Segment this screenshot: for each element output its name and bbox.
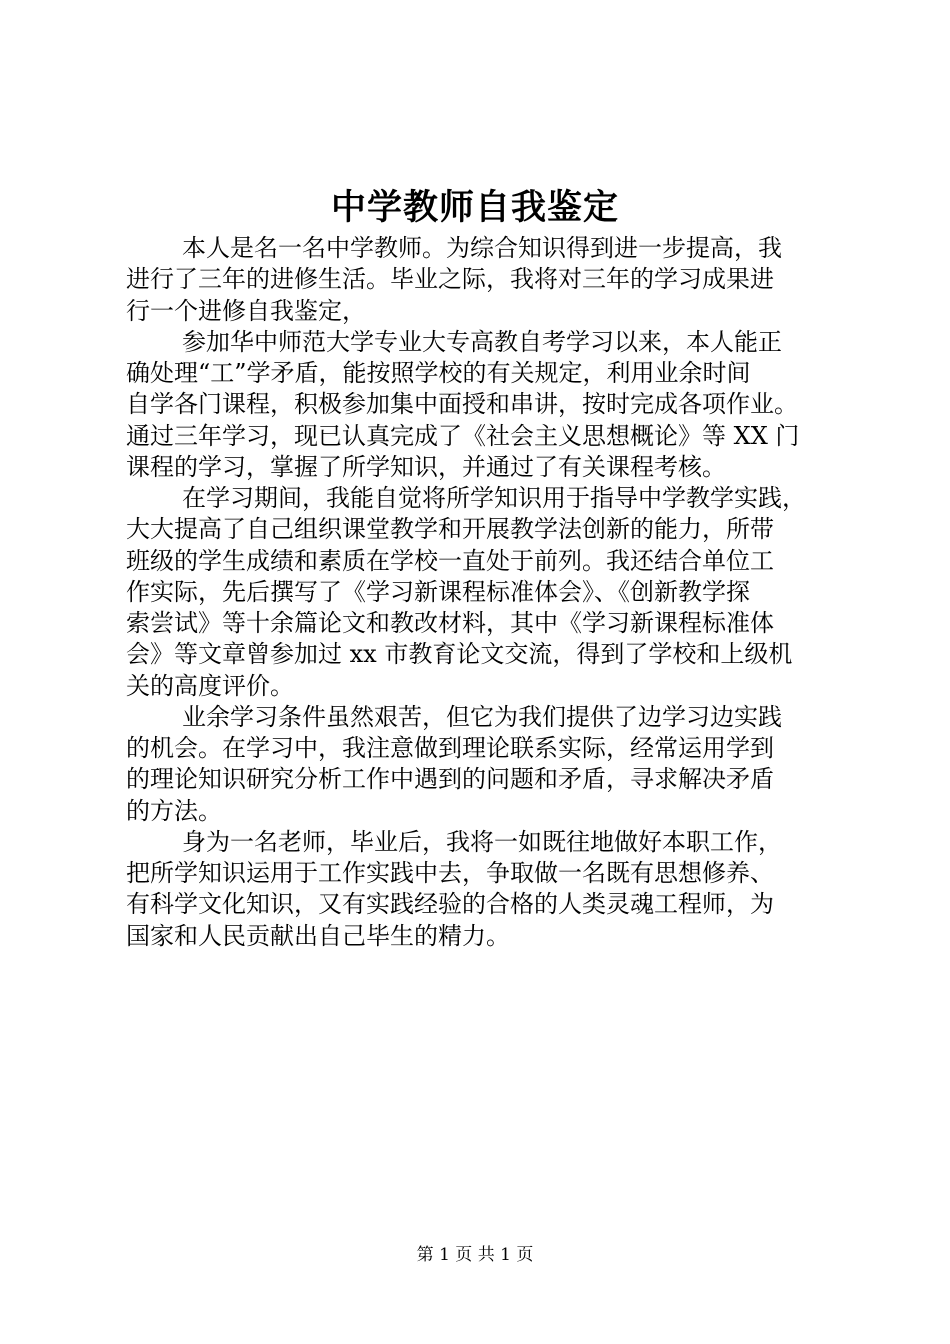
document-body	[126, 233, 838, 952]
paragraph-5-line-1: 身为一名老师，毕业后，我将一如既往地做好本职工作，	[182, 827, 782, 856]
paragraph-3-line-2: 大大提高了自己组织课堂教学和开展教学法创新的能力，所带	[126, 515, 774, 544]
paragraph-3-line-7: 关的高度评价。	[126, 671, 294, 700]
paragraph-1-line-3: 行一个进修自我鉴定，	[126, 296, 366, 325]
paragraph-1-line-2: 进行了三年的进修生活。毕业之际，我将对三年的学习成果进	[126, 265, 774, 294]
paragraph-3-line-4: 作实际，先后撰写了《学习新课程标准体会》、《创新教学探	[126, 577, 750, 606]
page-title: 中学教师自我鉴定	[330, 187, 619, 228]
paragraph-4-line-1: 业余学习条件虽然艰苦，但它为我们提供了边学习边实践	[182, 702, 782, 731]
paragraph-3-line-3: 班级的学生成绩和素质在学校一直处于前列。我还结合单位工	[126, 546, 774, 575]
paragraph-2-line-1: 参加华中师范大学专业大专高教自考学习以来，本人能正	[182, 327, 782, 356]
paragraph-2-line-4: 通过三年学习，现已认真完成了《社会主义思想概论》等 XX 门	[126, 421, 800, 450]
paragraph-3-line-5: 索尝试》等十余篇论文和教改材料，其中《学习新课程标准体	[126, 609, 774, 637]
paragraph-4-line-4: 的方法。	[126, 796, 222, 825]
paragraph-2-line-5: 课程的学习，掌握了所学知识，并通过了有关课程考核。	[126, 452, 726, 481]
paragraph-1-line-1: 本人是名一名中学教师。为综合知识得到进一步提高，我	[182, 234, 782, 262]
paragraph-4-line-3: 的理论知识研究分析工作中遇到的问题和矛盾，寻求解决矛盾	[126, 765, 774, 794]
page-number-footer: 第 1 页 共 1 页	[416, 1245, 534, 1265]
paragraph-2-line-2: 确处理“工”学矛盾，能按照学校的有关规定，利用业余时间	[126, 359, 751, 387]
paragraph-5-line-2: 把所学知识运用于工作实践中去，争取做一名既有思想修养、	[126, 859, 774, 887]
paragraph-3-line-6: 会》等文章曾参加过 xx 市教育论文交流，得到了学校和上级机	[126, 640, 793, 669]
paragraph-2-line-3: 自学各门课程，积极参加集中面授和串讲，按时完成各项作业。	[126, 390, 798, 419]
paragraph-3-line-1: 在学习期间，我能自觉将所学知识用于指导中学教学实践，	[182, 484, 806, 512]
paragraph-5-line-4: 国家和人民贡献出自己毕生的精力。	[126, 921, 510, 950]
paragraph-4-line-2: 的机会。在学习中，我注意做到理论联系实际，经常运用学到	[126, 734, 774, 762]
paragraph-5-line-3: 有科学文化知识，又有实践经验的合格的人类灵魂工程师，为	[126, 890, 774, 919]
